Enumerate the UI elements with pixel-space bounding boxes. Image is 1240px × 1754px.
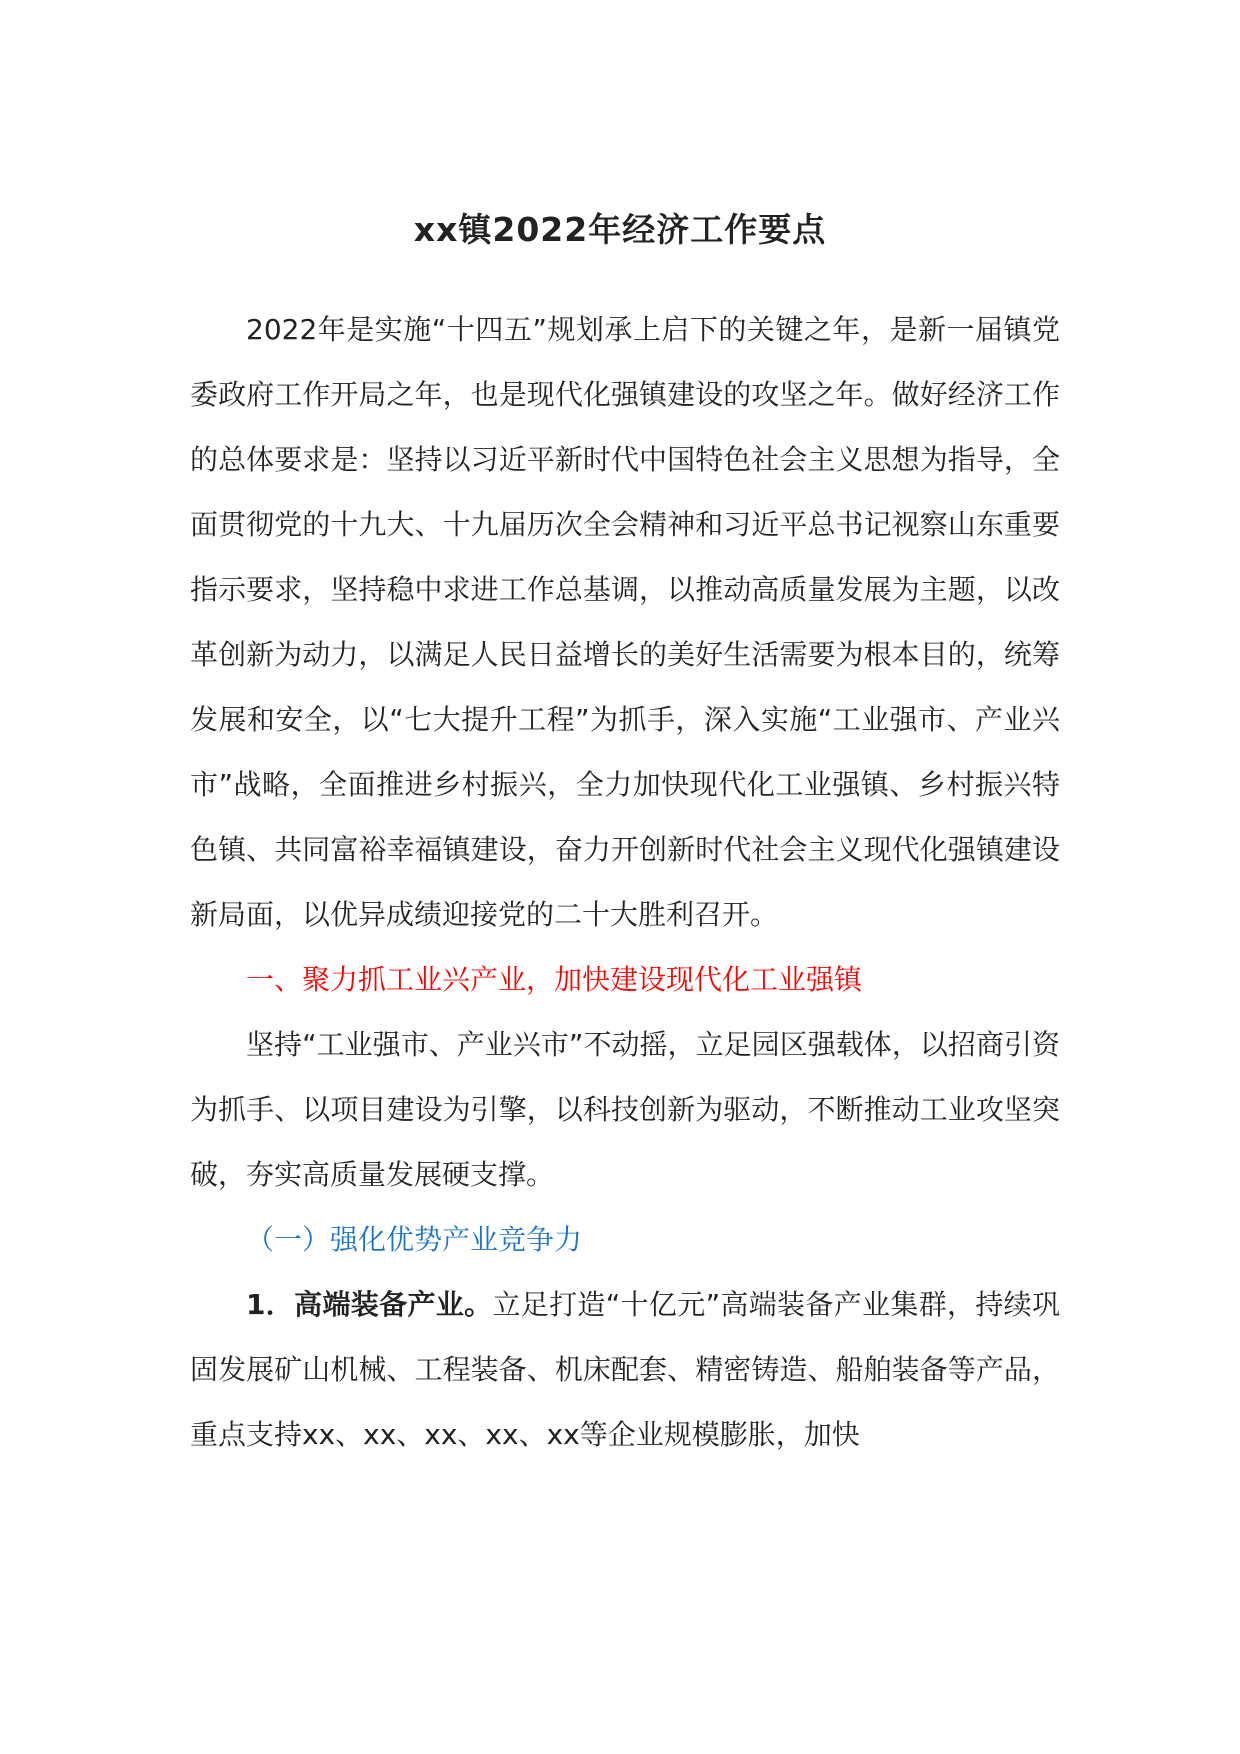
item-1-paragraph: [190, 1272, 1060, 1467]
subsection-1-heading: （一）强化优势产业竞争力: [246, 1223, 583, 1256]
item-1-lead: 1．高端装备产业。: [246, 1288, 493, 1321]
intro-paragraph: 2022年是实施“十四五”规划承上启下的关键之年，是新一届镇党委政府工作开局之年，也是现代化强镇建设的攻坚之年。做好经济工作的总体要求是：坚持以习近平新时代中国特色社会主义思想为指导，全面贯彻党的十九大、十九届历次全会精神和习近平总书记视察山东重要指示要求，坚持稳中求进工作总基调，以推动高质量发展为主题，以改革创新为动力，以满足人民日益增长的美好生活需要为根本目的，统筹发展和安全，以“七大提升工程”为抓手，深入实施“工业强市、产业兴市”战略，全面推进乡村振兴，全力加快现代化工业强镇、乡村振兴特色镇、共同富裕幸福镇建设，奋力开创新时代社会主义现代化强镇建设新局面，以优异成绩迎接党的二十大胜利召开。: [190, 313, 1060, 931]
section-1-heading: 一、聚力抓工业兴产业，加快建设现代化工业强镇: [246, 963, 863, 996]
document-title: xx镇2022年经济工作要点: [413, 210, 827, 249]
item-1-text: 立足打造“十亿元”高端装备产业集群，持续巩固发展矿山机械、工程装备、机床配套、精密铸造、船舶装备等产品，重点支持xx、xx、xx、xx、xx等企业规模膨胀，加快: [190, 1288, 1061, 1451]
section-1-paragraph: 坚持“工业强市、产业兴市”不动摇，立足园区强载体，以招商引资为抓手、以项目建设为引擎，以科技创新为驱动，不断推动工业攻坚突破，夯实高质量发展硬支撑。: [190, 1028, 1060, 1191]
document-body: [190, 297, 1060, 1467]
